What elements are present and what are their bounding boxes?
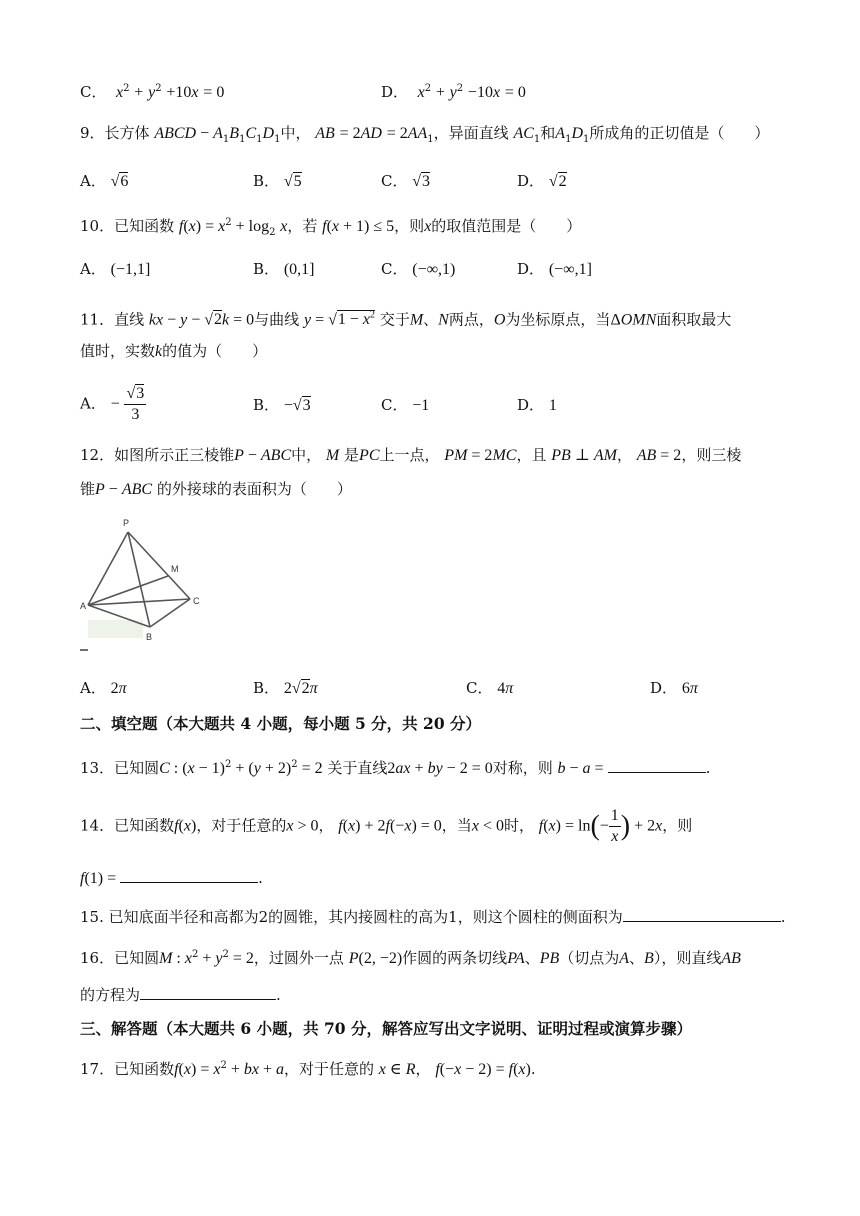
q14-answer-blank[interactable] [120, 867, 258, 883]
question-14-line-2: f(1) = . [80, 869, 263, 887]
q10-option-d: D． (−∞,1] [517, 260, 592, 278]
q9-option-c: C． √3 [381, 172, 431, 190]
pyramid-figure [80, 512, 220, 652]
label-c: C [193, 596, 200, 606]
q10-option-b: B． (0,1] [253, 260, 315, 278]
q10-option-a: A． (−1,1] [80, 260, 151, 278]
q13-answer-blank[interactable] [608, 757, 706, 773]
q12-option-c: C． 4π [466, 679, 514, 697]
q11-option-d: D． 1 [517, 396, 557, 414]
question-9: 9．长方体 ABCD − $A_1B_1C_1D_1$中， AB = $2AD = 2AA_1$，异面直线 $AC_1$和$A_1D_1$所成角的正切值是（ ） [80, 124, 770, 145]
question-17: 17．已知函数$f(x) = x^2$ + bx + a，对于任意的 x ∈ R， f(−x − 2) = f(x). [80, 1060, 536, 1078]
q12-option-d: D． 6π [650, 679, 698, 697]
section-2-heading: 二、填空题（本大题共 4 小题，每小题 5 分，共 20 分） [80, 714, 482, 733]
question-12-line-1: 12．如图所示正三棱锥P − ABC中， M 是PC上一点， PM = 2MC，且 PB ⊥ AM， AB = 2，则三棱 [80, 446, 742, 464]
question-15: 15. 已知底面半径和高都为2的圆锥，其内接圆柱的高为1，则这个圆柱的侧面积为 . [80, 908, 786, 926]
question-16-line-1: 16．已知圆M : $x^2 + y^2 = 2$，过圆外一点 P(2, −2)作圆的两条切线PA、PB（切点为A、B），则直线AB [80, 949, 741, 967]
q9-option-a: A． √6 [80, 172, 129, 190]
q8-option-d: D． $x^2 + y^2 -10x = 0$ [381, 83, 526, 101]
question-10: 10．已知函数 $f(x) = x^2 + \log_2 x$，若 f(x + 1) ≤ 5，则x的取值范围是（ ） [80, 217, 582, 238]
q16-answer-blank[interactable] [140, 984, 276, 1000]
question-14-line-1: 14．已知函数f(x)，对于任意的x > 0， f(x) + 2f(−x) = 0，当x < 0时， f(x) = ln(− $\frac{1}{x}$ ) + 2x，则 [80, 807, 693, 845]
q15-answer-blank[interactable] [623, 906, 781, 922]
q10-option-c: C． (−∞,1) [381, 260, 456, 278]
question-11-line-2: 值时，实数k的值为（ ） [80, 342, 268, 360]
q8-option-c: C． $x^2 + y^2 +10x = 0$ [80, 83, 225, 101]
q9-option-d: D． √2 [517, 172, 567, 190]
question-12-line-2: 锥P − ABC 的外接球的表面积为（ ） [80, 480, 352, 498]
q11-option-c: C． −1 [381, 396, 430, 414]
section-3-heading: 三、解答题（本大题共 6 小题，共 70 分，解答应写出文字说明、证明过程或演算步骤） [80, 1019, 692, 1038]
label-m: M [171, 564, 179, 574]
q11-option-b: B． −√3 [253, 396, 311, 414]
q12-option-b: B． 2√2π [253, 679, 318, 697]
q9-option-b: B． √5 [253, 172, 302, 190]
question-11-line-1: 11．直线 kx − y − √2k = 0与曲线 $y = √1 - x^2$ 交于M、N两点，O为坐标原点，当ΔOMN面积取最大 [80, 310, 732, 329]
figure-scan-smudge [88, 620, 143, 638]
label-p: P [123, 518, 130, 528]
q12-option-a: A． 2π [80, 679, 127, 697]
q11-option-a: A． − $\frac{√3}{3}$ [80, 385, 145, 423]
label-b: B [146, 632, 153, 642]
question-13: 13．已知圆C : $(x - 1)^2 + (y + 2)^2 = 2$ 关于直线2ax + by − 2 = 0对称，则 b − a = . [80, 759, 711, 777]
question-16-line-2: 的方程为 . [80, 986, 281, 1004]
label-a: A [80, 601, 87, 611]
